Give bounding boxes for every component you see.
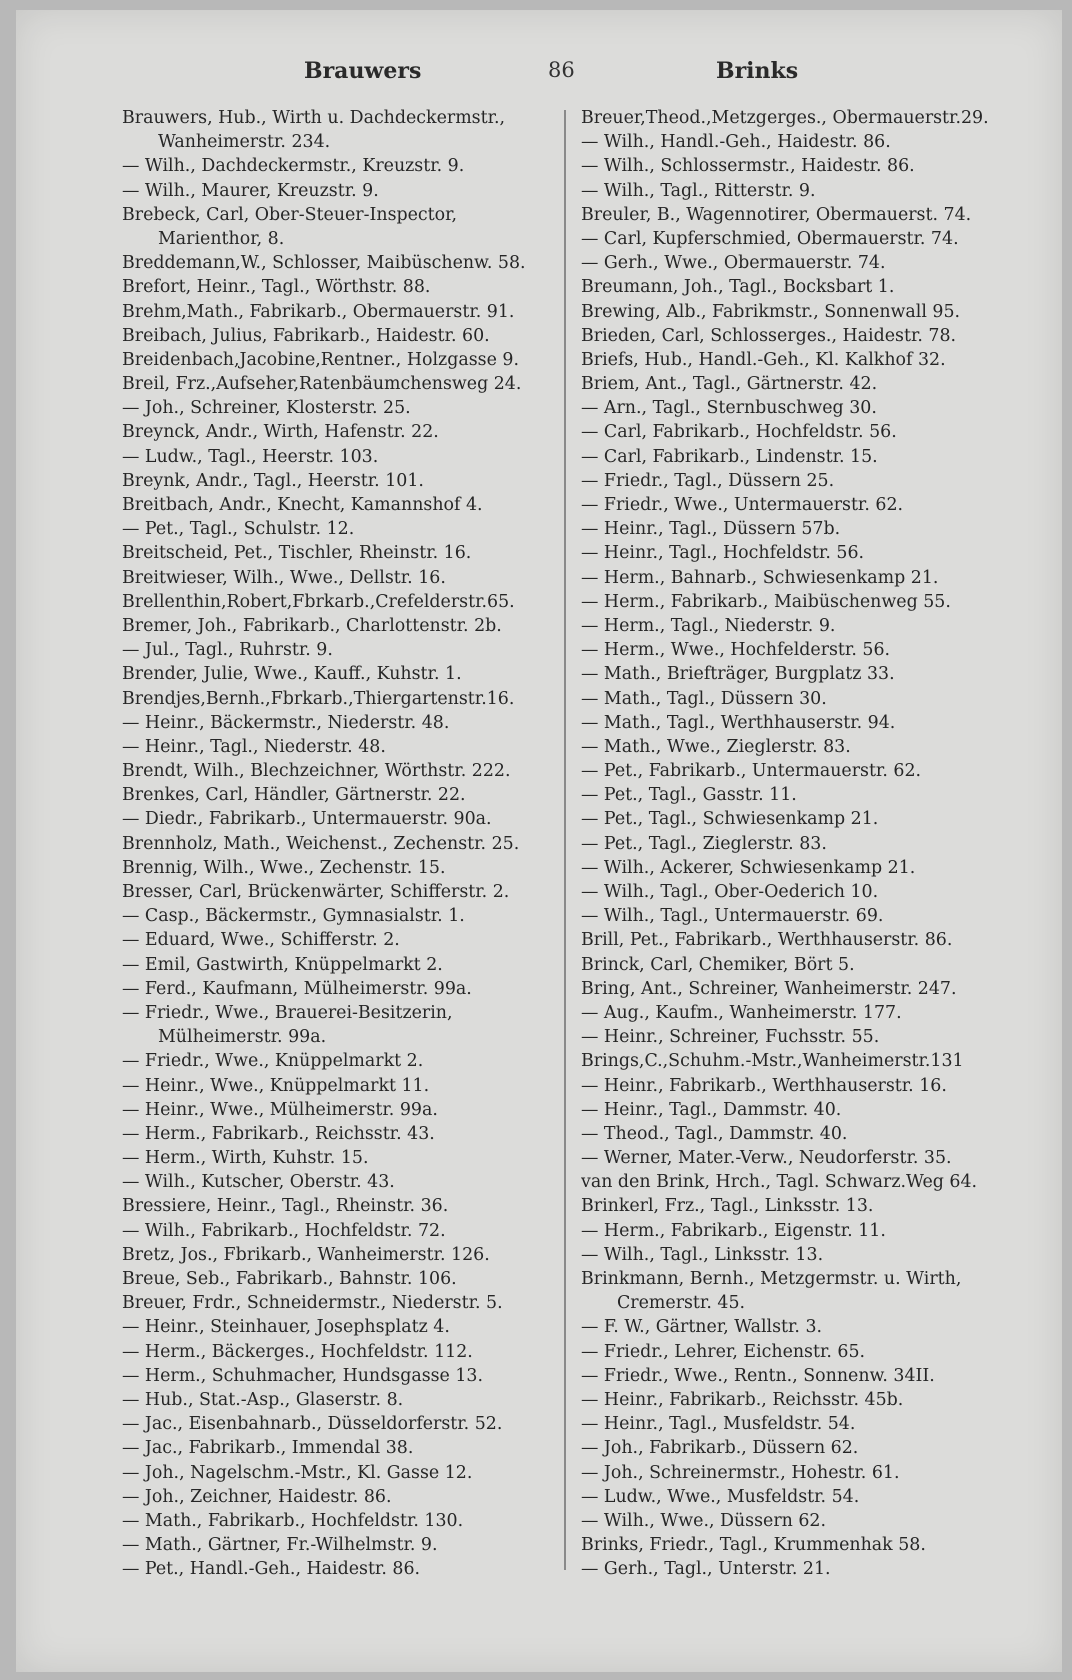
directory-entry: — Jul., Tagl., Ruhrstr. 9.: [122, 640, 333, 661]
directory-entry: Breil, Frz.,Aufseher,Ratenbäumchensweg 24.: [122, 374, 522, 395]
directory-entry: — Herm., Bahnarb., Schwiesenkamp 21.: [581, 567, 939, 588]
directory-entry: Brenkes, Carl, Händler, Gärtnerstr. 22.: [122, 785, 466, 806]
directory-entry: — Heinr., Schreiner, Fuchsstr. 55.: [581, 1027, 880, 1048]
directory-entry: — Joh., Schreiner, Klosterstr. 25.: [122, 398, 411, 419]
directory-entry: — Joh., Fabrikarb., Düssern 62.: [581, 1438, 859, 1459]
directory-entry: Cremerstr. 45.: [617, 1293, 746, 1314]
directory-entry: van den Brink, Hrch., Tagl. Schwarz.Weg 64.: [581, 1172, 978, 1193]
directory-entry: Brehm,Math., Fabrikarb., Obermauerstr. 91.: [122, 301, 515, 322]
directory-entry: — Pet., Tagl., Schulstr. 12.: [122, 519, 355, 540]
directory-entry: Brings,C.,Schuhm.-Mstr.,Wanheimerstr.131: [581, 1051, 964, 1072]
directory-entry: — Wilh., Dachdeckermstr., Kreuzstr. 9.: [122, 156, 465, 177]
directory-entry: — Casp., Bäckermstr., Gymnasialstr. 1.: [122, 906, 465, 927]
directory-entry: — Herm., Wirth, Kuhstr. 15.: [122, 1148, 369, 1169]
header-right-keyword: Brinks: [716, 58, 799, 84]
directory-entry: Breuer, Frdr., Schneidermstr., Niederstr. 5.: [122, 1293, 503, 1314]
directory-entry: — Diedr., Fabrikarb., Untermauerstr. 90a.: [122, 809, 492, 830]
directory-entry: Breddemann,W., Schlosser, Maibüschenw. 58.: [122, 253, 526, 274]
directory-entry: — Carl, Fabrikarb., Lindenstr. 15.: [581, 446, 878, 467]
directory-entry: — Ludw., Tagl., Heerstr. 103.: [122, 446, 379, 467]
directory-entry: — Friedr., Wwe., Knüppelmarkt 2.: [122, 1051, 424, 1072]
directory-entry: — Carl, Fabrikarb., Hochfeldstr. 56.: [581, 422, 897, 443]
directory-entry: — Math., Tagl., Düssern 30.: [581, 688, 827, 709]
directory-entry: — Herm., Tagl., Niederstr. 9.: [581, 615, 836, 636]
directory-entry: — Herm., Fabrikarb., Eigenstr. 11.: [581, 1220, 886, 1241]
directory-entry: — Heinr., Tagl., Dammstr. 40.: [581, 1099, 842, 1120]
directory-entry: — Ludw., Wwe., Musfeldstr. 54.: [581, 1486, 860, 1507]
directory-entry: — Wilh., Handl.-Geh., Haidestr. 86.: [581, 132, 891, 153]
directory-entry: Marienthor, 8.: [158, 228, 285, 249]
directory-entry: Brieden, Carl, Schlosserges., Haidestr. 78.: [581, 325, 957, 346]
directory-entry: — Wilh., Fabrikarb., Hochfeldstr. 72.: [122, 1220, 446, 1241]
directory-entry: — Carl, Kupferschmied, Obermauerstr. 74.: [581, 228, 959, 249]
directory-entry: Brennholz, Math., Weichenst., Zechenstr. 25.: [122, 833, 520, 854]
directory-entry: Breidenbach,Jacobine,Rentner., Holzgasse 9.: [122, 349, 519, 370]
directory-entry: — Math., Fabrikarb., Hochfeldstr. 130.: [122, 1510, 464, 1531]
directory-entry: — Heinr., Fabrikarb., Werthhauserstr. 16.: [581, 1075, 947, 1096]
page-number: 86: [548, 58, 575, 82]
directory-entry: Bremer, Joh., Fabrikarb., Charlottenstr. 2b.: [122, 615, 502, 636]
directory-entry: Breitbach, Andr., Knecht, Kamannshof 4.: [122, 495, 483, 515]
directory-entry: — Arn., Tagl., Sternbuschweg 30.: [581, 398, 877, 419]
directory-entry: — Heinr., Tagl., Musfeldstr. 54.: [581, 1414, 856, 1435]
directory-entry: — Heinr., Tagl., Hochfeldstr. 56.: [581, 543, 865, 564]
directory-entry: Brendjes,Bernh.,Fbrkarb.,Thiergartenstr.16.: [122, 688, 515, 709]
directory-entry: — Friedr., Wwe., Brauerei-Besitzerin,: [122, 1002, 453, 1023]
directory-entry: — Eduard, Wwe., Schifferstr. 2.: [122, 930, 400, 951]
directory-entry: Breuler, B., Wagennotirer, Obermauerst. 74.: [581, 204, 972, 225]
directory-entry: — Pet., Tagl., Zieglerstr. 83.: [581, 833, 827, 854]
directory-entry: Bresser, Carl, Brückenwärter, Schifferstr. 2.: [122, 882, 510, 902]
directory-entry: — Pet., Fabrikarb., Untermauerstr. 62.: [581, 761, 922, 782]
directory-entry: — Pet., Tagl., Gasstr. 11.: [581, 785, 797, 806]
directory-entry: Briefs, Hub., Handl.-Geh., Kl. Kalkhof 32.: [581, 349, 946, 370]
right-column: [581, 106, 1039, 1581]
directory-entry: — Friedr., Tagl., Düssern 25.: [581, 470, 835, 491]
directory-entry: Brinck, Carl, Chemiker, Bört 5.: [581, 954, 855, 975]
directory-entry: — Jac., Eisenbahnarb., Düsseldorferstr. 52.: [122, 1414, 503, 1435]
directory-entry: Breibach, Julius, Fabrikarb., Haidestr. 60.: [122, 325, 490, 346]
directory-entry: Breumann, Joh., Tagl., Bocksbart 1.: [581, 277, 895, 298]
directory-entry: Brebeck, Carl, Ober-Steuer-Inspector,: [122, 204, 458, 225]
directory-entry: Brender, Julie, Wwe., Kauff., Kuhstr. 1.: [122, 664, 462, 685]
directory-entry: — Friedr., Wwe., Rentn., Sonnenw. 34II.: [581, 1365, 935, 1386]
directory-entry: Bretz, Jos., Fbrikarb., Wanheimerstr. 126.: [122, 1244, 490, 1265]
directory-entry: — Ferd., Kaufmann, Mülheimerstr. 99a.: [122, 978, 472, 999]
directory-entry: Brauwers, Hub., Wirth u. Dachdeckermstr.,: [122, 108, 506, 128]
directory-entry: Breynk, Andr., Tagl., Heerstr. 101.: [122, 470, 424, 491]
directory-entry: — Friedr., Lehrer, Eichenstr. 65.: [581, 1341, 866, 1362]
directory-entry: — Math., Wwe., Zieglerstr. 83.: [581, 736, 851, 757]
directory-entry: — Wilh., Tagl., Linksstr. 13.: [581, 1244, 824, 1265]
directory-entry: — Math., Tagl., Werthhauserstr. 94.: [581, 712, 896, 733]
column-divider: [564, 110, 566, 1570]
directory-entry: Bressiere, Heinr., Tagl., Rheinstr. 36.: [122, 1196, 449, 1217]
directory-entry: — Heinr., Wwe., Knüppelmarkt 11.: [122, 1075, 430, 1096]
directory-entry: — F. W., Gärtner, Wallstr. 3.: [581, 1317, 823, 1338]
directory-entry: — Pet., Handl.-Geh., Haidestr. 86.: [122, 1559, 421, 1580]
directory-entry: — Math., Gärtner, Fr.-Wilhelmstr. 9.: [122, 1535, 438, 1556]
directory-entry: Briem, Ant., Tagl., Gärtnerstr. 42.: [581, 374, 878, 395]
directory-entry: — Jac., Fabrikarb., Immendal 38.: [122, 1438, 414, 1459]
directory-entry: Brellenthin,Robert,Fbrkarb.,Crefelderstr.65.: [122, 591, 515, 612]
directory-entry: — Friedr., Wwe., Untermauerstr. 62.: [581, 495, 904, 515]
directory-entry: — Werner, Mater.-Verw., Neudorferstr. 35.: [581, 1148, 952, 1169]
directory-entry: — Wilh., Wwe., Düssern 62.: [581, 1510, 827, 1531]
directory-entry: Breynck, Andr., Wirth, Hafenstr. 22.: [122, 422, 439, 443]
directory-entry: Brinkerl, Frz., Tagl., Linksstr. 13.: [581, 1196, 874, 1217]
directory-entry: Brennig, Wilh., Wwe., Zechenstr. 15.: [122, 857, 446, 878]
directory-entry: — Gerh., Tagl., Unterstr. 21.: [581, 1559, 831, 1580]
directory-entry: — Heinr., Tagl., Düssern 57b.: [581, 519, 841, 540]
directory-entry: — Pet., Tagl., Schwiesenkamp 21.: [581, 809, 879, 830]
directory-entry: Brendt, Wilh., Blechzeichner, Wörthstr. 222.: [122, 761, 511, 782]
header-left-keyword: Brauwers: [304, 58, 422, 84]
directory-entry: Brefort, Heinr., Tagl., Wörthstr. 88.: [122, 277, 431, 298]
directory-entry: — Wilh., Tagl., Untermauerstr. 69.: [581, 906, 884, 927]
directory-entry: — Wilh., Schlossermstr., Haidestr. 86.: [581, 156, 915, 177]
left-column: [122, 106, 580, 1581]
directory-entry: — Wilh., Tagl., Ritterstr. 9.: [581, 180, 816, 201]
directory-entry: — Heinr., Bäckermstr., Niederstr. 48.: [122, 712, 450, 733]
directory-entry: — Wilh., Maurer, Kreuzstr. 9.: [122, 180, 379, 201]
directory-entry: — Heinr., Steinhauer, Josephsplatz 4.: [122, 1317, 450, 1338]
directory-entry: — Wilh., Kutscher, Oberstr. 43.: [122, 1172, 395, 1193]
directory-entry: Wanheimerstr. 234.: [158, 132, 331, 153]
directory-page: [16, 10, 1062, 1672]
directory-entry: — Joh., Nagelschm.-Mstr., Kl. Gasse 12.: [122, 1462, 473, 1483]
directory-entry: Brill, Pet., Fabrikarb., Werthhauserstr. 86.: [581, 930, 953, 951]
directory-entry: — Heinr., Fabrikarb., Reichsstr. 45b.: [581, 1389, 904, 1410]
directory-entry: — Joh., Zeichner, Haidestr. 86.: [122, 1486, 392, 1507]
directory-entry: Mülheimerstr. 99a.: [158, 1027, 327, 1048]
directory-entry: — Wilh., Ackerer, Schwiesenkamp 21.: [581, 857, 916, 878]
directory-entry: Brewing, Alb., Fabrikmstr., Sonnenwall 95.: [581, 301, 961, 322]
directory-entry: — Herm., Schuhmacher, Hundsgasse 13.: [122, 1365, 484, 1386]
directory-entry: Breuer,Theod.,Metzgerges., Obermauerstr.29.: [581, 108, 989, 128]
directory-entry: Breitscheid, Pet., Tischler, Rheinstr. 16.: [122, 543, 472, 564]
directory-entry: — Theod., Tagl., Dammstr. 40.: [581, 1123, 848, 1144]
directory-entry: — Heinr., Wwe., Mülheimerstr. 99a.: [122, 1099, 438, 1120]
directory-entry: Breue, Seb., Fabrikarb., Bahnstr. 106.: [122, 1269, 457, 1289]
directory-entry: — Gerh., Wwe., Obermauerstr. 74.: [581, 253, 886, 274]
page-header: [16, 54, 1062, 94]
directory-entry: — Math., Briefträger, Burgplatz 33.: [581, 664, 895, 685]
directory-entry: Brinks, Friedr., Tagl., Krummenhak 58.: [581, 1535, 926, 1556]
directory-entry: — Hub., Stat.-Asp., Glaserstr. 8.: [122, 1389, 404, 1410]
directory-entry: — Herm., Wwe., Hochfelderstr. 56.: [581, 640, 891, 661]
directory-entry: — Wilh., Tagl., Ober-Oederich 10.: [581, 882, 879, 902]
directory-entry: Breitwieser, Wilh., Wwe., Dellstr. 16.: [122, 567, 446, 588]
directory-entry: — Herm., Fabrikarb., Maibüschenweg 55.: [581, 591, 951, 612]
directory-entry: — Herm., Fabrikarb., Reichsstr. 43.: [122, 1123, 435, 1144]
directory-entry: Bring, Ant., Schreiner, Wanheimerstr. 247.: [581, 978, 957, 999]
directory-entry: Brinkmann, Bernh., Metzgermstr. u. Wirth,: [581, 1269, 962, 1289]
directory-entry: — Heinr., Tagl., Niederstr. 48.: [122, 736, 386, 757]
directory-entry: — Aug., Kaufm., Wanheimerstr. 177.: [581, 1002, 902, 1023]
directory-entry: — Herm., Bäckerges., Hochfeldstr. 112.: [122, 1341, 473, 1362]
directory-entry: — Emil, Gastwirth, Knüppelmarkt 2.: [122, 954, 443, 975]
directory-entry: — Joh., Schreinermstr., Hohestr. 61.: [581, 1462, 900, 1483]
